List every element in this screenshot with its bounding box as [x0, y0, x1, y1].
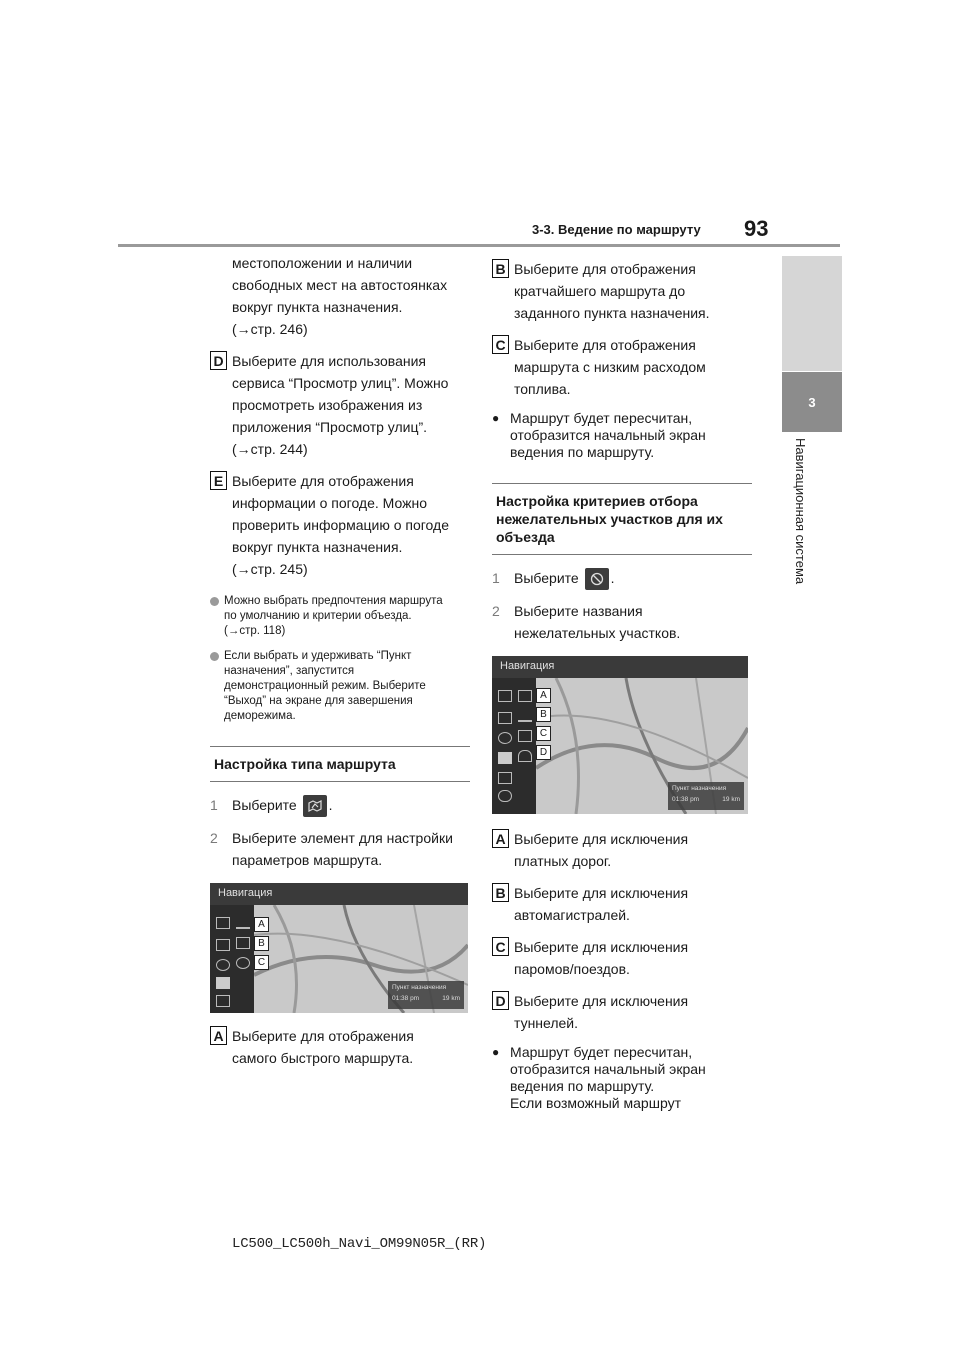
- text-line: маршрута с низким расходом: [514, 359, 706, 375]
- text-line: .: [610, 570, 615, 586]
- box-heading-avoid: [492, 483, 752, 555]
- text-line: нежелательных участков для их: [496, 511, 723, 527]
- text-line: Выберите для использования: [232, 353, 426, 369]
- letter-badge-e: E: [210, 471, 227, 490]
- letter-badge-a: A: [492, 829, 509, 848]
- item-b: [492, 258, 752, 324]
- nav-screen-title: Навигация: [210, 883, 468, 905]
- item-avoid-d: [492, 990, 752, 1034]
- item-avoid-b: [492, 882, 752, 926]
- step-2: [210, 827, 470, 871]
- text-line: ведения по маршруту.: [510, 1078, 655, 1095]
- text-line: Выберите для отображения: [514, 261, 696, 277]
- letter-badge-c: C: [492, 335, 509, 354]
- letter-badge-a: A: [210, 1026, 227, 1045]
- text-line: топлива.: [514, 381, 571, 397]
- letter-badge-c: C: [492, 937, 509, 956]
- arrival-time: 01:38 pm: [392, 995, 420, 1003]
- note-1: [210, 594, 470, 639]
- text-line: вокруг пункта назначения.: [232, 539, 403, 555]
- text-line: Можно выбрать предпочтения маршрута: [224, 595, 443, 607]
- step-number: 2: [492, 603, 500, 620]
- text-line: Выберите для исключения: [514, 939, 689, 956]
- text-line: Если выбрать и удерживать “Пункт: [224, 650, 412, 662]
- letter-badge-d: D: [210, 351, 227, 370]
- text-line: свободных мест на автостоянках: [232, 277, 448, 293]
- parking-icon[interactable]: [216, 977, 230, 989]
- right-column: [492, 258, 752, 1112]
- side-tab-label: Навигационная система: [793, 438, 808, 585]
- step-number: 1: [210, 797, 218, 813]
- callout-c: C: [254, 955, 269, 970]
- text-line: Выберите для исключения: [514, 831, 689, 848]
- item-c: [492, 334, 752, 400]
- weather-icon[interactable]: [498, 790, 512, 802]
- bullet-recalc-2: [492, 1044, 752, 1112]
- text-line: ведения по маршруту.: [510, 444, 655, 460]
- callout-a: A: [254, 917, 269, 932]
- item-e: [210, 470, 470, 580]
- distance-remaining: 19 km: [722, 796, 740, 804]
- fastest-route-icon[interactable]: [236, 917, 250, 929]
- text-line: отобразится начальный экран: [510, 1061, 706, 1078]
- text-line: нежелательных участков.: [514, 625, 681, 642]
- nav-screen-title: Навигация: [492, 656, 748, 678]
- bullet-dot-icon: ●: [492, 1045, 500, 1060]
- step-1: [492, 567, 752, 590]
- text-line: паромов/поездов.: [514, 961, 630, 978]
- text-line: Выберите для исключения: [514, 885, 689, 902]
- destination-label: Пункт назначения: [672, 785, 727, 793]
- parking-icon[interactable]: [498, 752, 512, 764]
- text-line: Выберите для исключения: [514, 993, 689, 1010]
- destination-info[interactable]: [668, 782, 744, 810]
- letter-badge-b: B: [492, 883, 509, 902]
- text-line: информации о погоде. Можно: [232, 495, 427, 511]
- section-title: 3-3. Ведение по маршруту: [532, 222, 701, 237]
- distance-remaining: 19 km: [442, 995, 460, 1003]
- page-number: 93: [744, 216, 769, 241]
- text-line: сервиса “Просмотр улиц”. Можно: [232, 375, 449, 391]
- text-line: Настройка критериев отбора: [496, 493, 698, 509]
- route-type-icon[interactable]: [216, 939, 230, 951]
- destination-label: Пункт назначения: [392, 984, 447, 992]
- text-line: автомагистралей.: [514, 907, 630, 924]
- text-line: Выберите: [232, 797, 297, 813]
- fullscreen-icon[interactable]: [216, 917, 230, 929]
- text-line: параметров маршрута.: [232, 852, 383, 869]
- text-line: заданного пункта назначения.: [514, 305, 710, 321]
- continued-paragraph: [210, 252, 470, 340]
- note-dot-icon: [210, 597, 219, 606]
- step-number: 2: [210, 830, 218, 847]
- text-line: (→стр. 245): [232, 561, 308, 577]
- left-column: [210, 252, 470, 1069]
- text-line: Выберите для отображения: [514, 337, 696, 353]
- bullet-dot-icon: ●: [492, 411, 500, 425]
- callout-a: A: [536, 688, 551, 703]
- text-line: отобразится начальный экран: [510, 427, 706, 443]
- motorway-icon[interactable]: [518, 710, 532, 722]
- text-line: просмотреть изображения из: [232, 397, 423, 413]
- text-line: кратчайшего маршрута до: [514, 283, 686, 299]
- side-tab-chapter: 3: [782, 372, 842, 432]
- item-avoid-a: [492, 828, 752, 872]
- text-line: местоположении и наличии: [232, 255, 413, 271]
- callout-d: D: [536, 745, 551, 760]
- text-line: Маршрут будет пересчитан,: [510, 410, 693, 426]
- callout-c: C: [536, 726, 551, 741]
- shortest-route-icon[interactable]: [236, 937, 250, 949]
- letter-badge-b: B: [492, 259, 509, 278]
- footer-doc-code: LC500_LC500h_Navi_OM99N05R_(RR): [232, 1236, 487, 1252]
- ferry-train-icon[interactable]: [518, 730, 532, 742]
- callout-b: B: [254, 936, 269, 951]
- box-heading-route-type: Настройка типа маршрута: [210, 746, 470, 782]
- text-line: платных дорог.: [514, 853, 612, 870]
- text-line: (→стр. 244): [232, 441, 308, 457]
- toll-road-icon[interactable]: [518, 690, 532, 702]
- text-line: Маршрут будет пересчитан,: [510, 1044, 693, 1061]
- callout-b: B: [536, 707, 551, 722]
- text-line: объезда: [496, 529, 555, 545]
- text-line: деморежима.: [224, 710, 296, 722]
- text-line: проверить информацию о погоде: [232, 517, 449, 533]
- text-line: приложения “Просмотр улиц”.: [232, 419, 428, 435]
- nav-screen-route-type: [210, 883, 468, 1013]
- header-divider: [118, 244, 840, 247]
- text-line: “Выход” на экране для завершения: [224, 695, 413, 707]
- text-line: самого быстрого маршрута.: [232, 1050, 414, 1067]
- text-line: по умолчанию и критерии объезда.: [224, 610, 412, 622]
- fullscreen-icon[interactable]: [498, 690, 512, 702]
- step-number: 1: [492, 570, 500, 586]
- step-1: [210, 794, 470, 817]
- fuel-icon[interactable]: [216, 995, 230, 1007]
- text-line: Выберите для отображения: [232, 473, 414, 489]
- text-line: .: [328, 797, 333, 813]
- tunnel-icon[interactable]: [518, 750, 532, 762]
- avoid-icon[interactable]: [585, 568, 609, 590]
- item-a: [210, 1025, 470, 1069]
- item-avoid-c: [492, 936, 752, 980]
- step-2: [492, 600, 752, 644]
- arrival-time: 01:38 pm: [672, 796, 700, 804]
- text-line: демонстрационный режим. Выберите: [224, 680, 426, 692]
- text-line: Выберите названия: [514, 603, 643, 620]
- text-line: вокруг пункта назначения.: [232, 299, 403, 315]
- route-settings-icon[interactable]: [303, 795, 327, 817]
- text-line: (→стр. 118): [224, 625, 286, 637]
- item-d: [210, 350, 470, 460]
- bullet-recalc-1: [492, 410, 752, 461]
- text-line: туннелей.: [514, 1015, 579, 1032]
- text-line: назначения”, запустится: [224, 665, 355, 677]
- route-type-icon[interactable]: [498, 712, 512, 724]
- note-dot-icon: [210, 652, 219, 661]
- fuel-icon[interactable]: [498, 772, 512, 784]
- text-line: Выберите для отображения: [232, 1028, 414, 1045]
- note-2: [210, 649, 470, 724]
- letter-badge-d: D: [492, 991, 509, 1010]
- text-line: (→стр. 246): [232, 321, 308, 337]
- destination-info[interactable]: [388, 981, 464, 1009]
- text-line: Выберите элемент для настройки: [232, 830, 453, 847]
- side-tab-strip: [782, 256, 842, 371]
- text-line: Выберите: [514, 570, 579, 586]
- text-line: Если возможный маршрут: [510, 1095, 681, 1112]
- nav-screen-avoid: [492, 656, 748, 814]
